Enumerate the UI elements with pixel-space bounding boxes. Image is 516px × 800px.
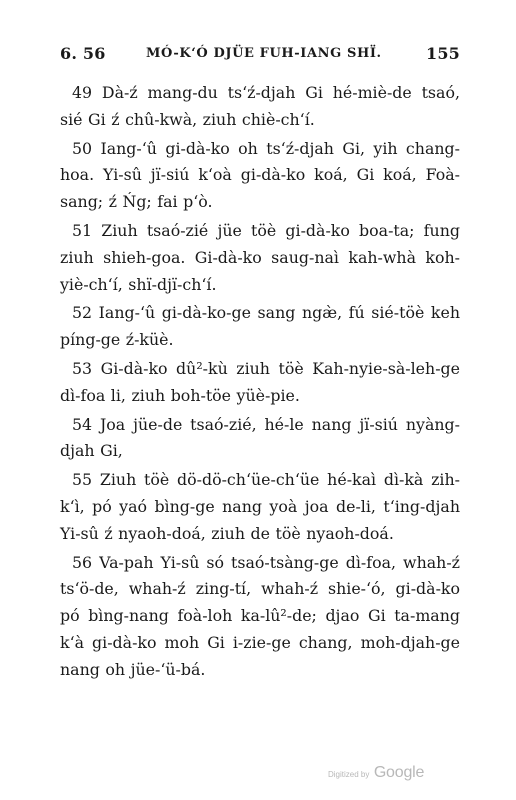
watermark-prefix: Digitized by [328,770,370,779]
running-header [60,44,460,66]
verse-55: 55 Ziuh töè dö-dö-ch‘üe-ch‘üe hé-kaì dì-kà zih-k‘ì, pó yaó bìng-ge nang yoà joa de-li, t‘ing-djah Yi-sû ź nyaoh-doá, ziuh de töè nyaoh-doá. [60,470,460,543]
verse-50: 50 Iang-‘û gi-dà-ko oh ts‘ź-djah Gi, yih chang-hoa. Yi-sû jï-siú k‘oà gi-dà-ko koá, Gi koá, Foà-sang; ź Ńg; fai p‘ò. [60,138,460,212]
running-title: MÓ-K‘Ó DJÜE FUH-IANG SHÏ. [146,46,382,61]
chapter-reference: 6. 56 [60,44,106,63]
digitization-watermark [328,764,424,782]
verse-51: 51 Ziuh tsaó-zié jüe töè gi-dà-ko boa-ta; fung ziuh shieh-goa. Gi-dà-ko saug-naì kah-whà koh-yiè-ch‘í, shï-djï-ch‘í. [60,220,460,294]
watermark-brand: Google [373,764,425,781]
page-number: 155 [426,44,460,63]
verse-53: 53 Gi-dà-ko dû²-kù ziuh töè Kah-nyie-sà-leh-ge dì-foa li, ziuh boh-töe yüè-pie. [60,358,460,405]
verse-49: 49 Dà-ź mang-du ts‘ź-djah Gi hé-miè-de tsaó, sié Gi ź chû-kwà, ziuh chiè-ch‘í. [60,83,460,129]
verse-52: 52 Iang-‘û gi-dà-ko-ge sang ngæ̀, fú sié-töè keh píng-ge ź-küè. [60,303,460,350]
verse-54: 54 Joa jüe-de tsaó-zié, hé-le nang jï-siú nyàng-djah Gi, [60,414,460,461]
verse-56: 56 Va-pah Yi-sû só tsaó-tsàng-ge dì-foa, whah-ź ts‘ö-de, whah-ź zing-tí, whah-ź shie-‘ó, gi-dà-ko pó bìng-nang foà-loh ka-lû²-de; djao Gi ta-mang k‘à gi-dà-ko moh Gi i-zie-ge chang, moh-djah-ge nang oh jüe-‘ü-bá. [60,552,460,679]
verse-text-block [60,80,460,686]
